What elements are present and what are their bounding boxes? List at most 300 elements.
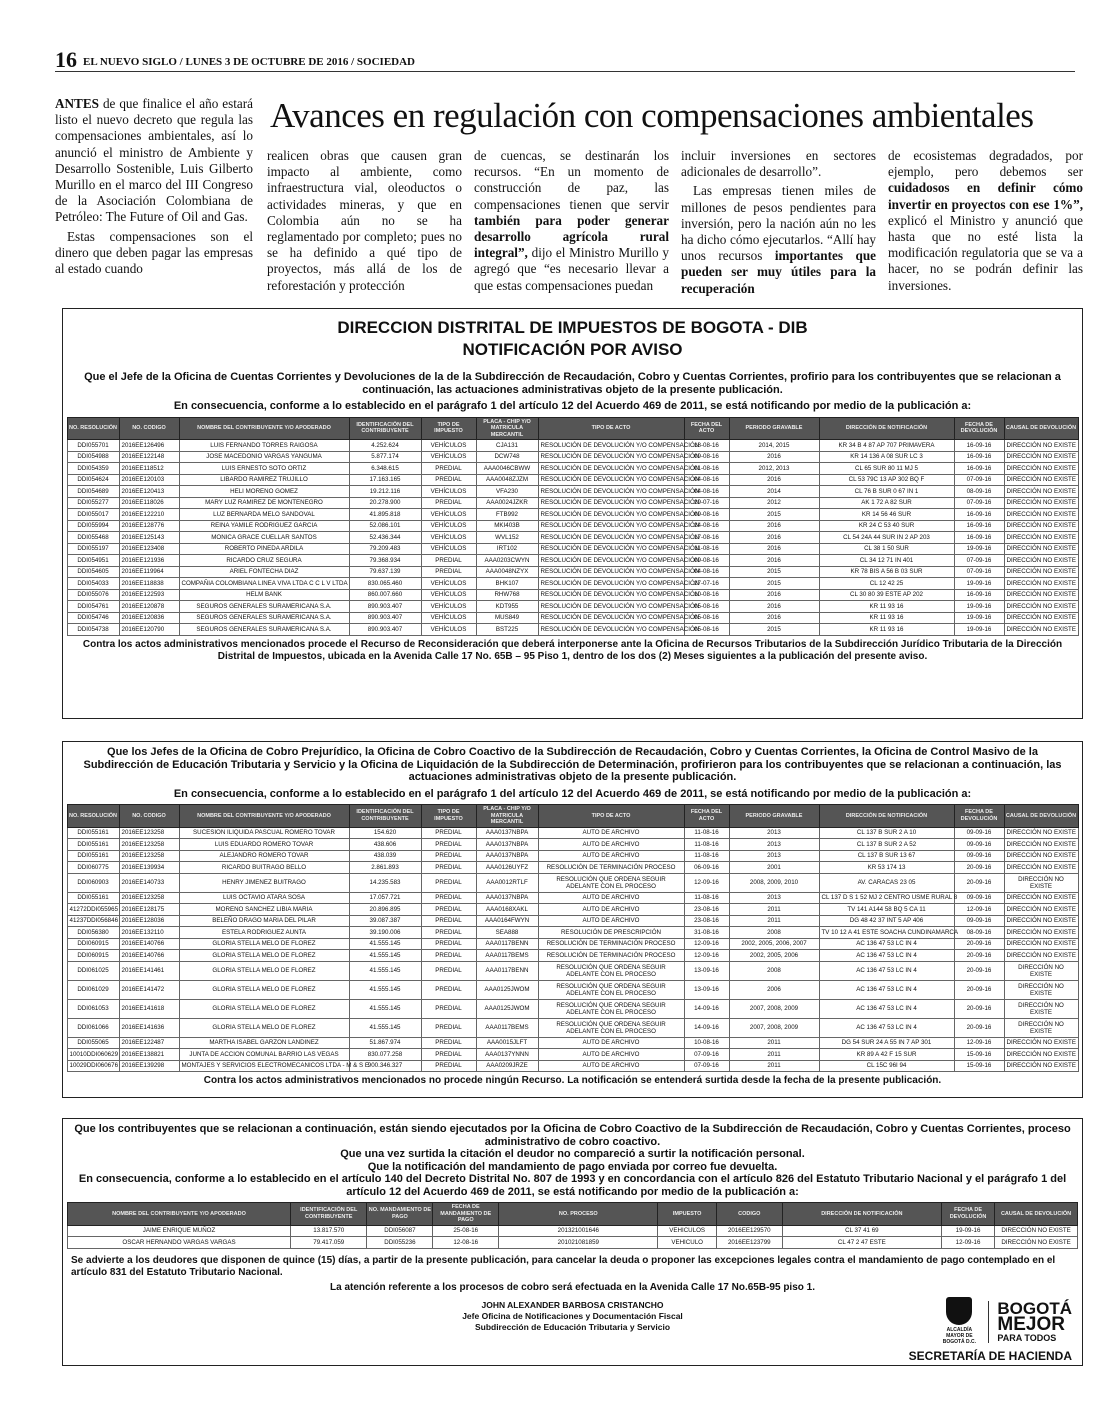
table-cell: MONICA GRACE CUELLAR SANTOS [179, 532, 349, 544]
table-cell: FTB992 [476, 509, 538, 521]
column-header: IDENTIFICACIÓN DEL CONTRIBUYENTE [349, 805, 421, 828]
table-cell: RESOLUCIÓN DE DEVOLUCIÓN Y/O COMPENSACIÓN [538, 624, 684, 636]
table-cell: VEHÍCULOS [421, 601, 476, 613]
column-header: PLACA - CHIP Y/O MATRICULA MERCANTIL [476, 417, 538, 440]
column-header: NO. RESOLUCIÓN [67, 417, 119, 440]
table-cell: DG 54 SUR 24 A 55 IN 7 AP 301 [819, 1037, 954, 1049]
table-cell: 2016EE118512 [119, 463, 179, 475]
table-cell: 08-09-16 [954, 927, 1004, 939]
table-cell: 2002, 2005, 2006 [729, 950, 819, 962]
table-cell: DDI060915 [67, 950, 119, 962]
logo-todos: PARA TODOS [997, 1333, 1057, 1343]
table-cell: KDT955 [476, 601, 538, 613]
table-cell: 11-08-16 [684, 827, 729, 839]
lead-paragraph: de que finalice el año estará listo el nuevo decreto que regula las compensaciones ambientales, así lo anunció el ministro de Ambiente y Desarrollo Sostenible, Luis Gilberto Murillo en el marco del III Congreso de la Asociación Colombiana de Petróleo: The Future of Oil and Gas. [55, 96, 253, 225]
article-headline: Avances en regulación con compensaciones ambientales [270, 96, 1034, 135]
table-cell: AAA0117BEMS [476, 950, 538, 962]
table-cell: 2014 [729, 486, 819, 498]
column-header: NOMBRE DEL CONTRIBUYENTE Y/O APODERADO [179, 417, 349, 440]
column-header: FECHA DEL ACTO [684, 417, 729, 440]
table-header-row [67, 805, 1078, 828]
table-cell: AC 136 47 53 LC IN 4 [819, 1018, 954, 1037]
table-cell: 2016EE123258 [119, 850, 179, 862]
table-cell: 2016EE118838 [119, 578, 179, 590]
table-cell: DDI054988 [67, 451, 119, 463]
table-cell: RESOLUCIÓN DE PRESCRIPCIÓN [538, 927, 684, 939]
table-cell: 2016EE132110 [119, 927, 179, 939]
table-cell: BELEÑO DRAGO MARIA DEL PILAR [179, 915, 349, 927]
page-number: 16 [55, 47, 77, 72]
table-row [67, 1060, 1078, 1072]
table-cell: DIRECCIÓN NO EXISTE [1004, 497, 1078, 509]
table-cell: 2008, 2009, 2010 [729, 873, 819, 892]
table-cell: 20-09-16 [954, 980, 1004, 999]
table-cell: RESOLUCIÓN DE DEVOLUCIÓN Y/O COMPENSACIÓN [538, 463, 684, 475]
table-cell: 16-09-16 [954, 509, 1004, 521]
table-cell: PREDIAL [421, 862, 476, 874]
table-cell: AAA0117BENN [476, 938, 538, 950]
table-cell: AAA0125JWOM [476, 980, 538, 999]
table-cell: VEHÍCULOS [421, 520, 476, 532]
table-cell: 2015 [729, 578, 819, 590]
table-cell: GLORIA STELLA MELO DE FLOREZ [179, 961, 349, 980]
table-cell: RESOLUCIÓN DE DEVOLUCIÓN Y/O COMPENSACIÓN [538, 509, 684, 521]
table-cell: DIRECCIÓN NO EXISTE [1004, 961, 1078, 980]
table-cell: SUCESION ILIQUIDA PASCUAL ROMERO TOVAR [179, 827, 349, 839]
table-cell: 2015 [729, 566, 819, 578]
signature-block [63, 1300, 1082, 1333]
table-cell: VFA230 [476, 486, 538, 498]
column-header: FECHA DE DEVOLUCIÓN [954, 417, 1004, 440]
logo-caption: ALCALDÍA MAYOR DE BOGOTÁ D.C. [942, 1327, 977, 1345]
table-cell: DDI055277 [67, 497, 119, 509]
table-cell: MARTHA ISABEL GARZON LANDINEZ [179, 1037, 349, 1049]
table-cell: AAA0137NBPA [476, 850, 538, 862]
table-cell: DDI054746 [67, 612, 119, 624]
table-cell: 2016EE141461 [119, 961, 179, 980]
table-cell: PREDIAL [421, 980, 476, 999]
table-cell: 27-07-16 [684, 578, 729, 590]
table-cell: 2013 [729, 839, 819, 851]
table-cell: 2011 [729, 904, 819, 916]
table-cell: 09-08-16 [684, 509, 729, 521]
table-cell: 2016 [729, 589, 819, 601]
table-cell: KR 11 93 16 [819, 624, 954, 636]
table-cell: JAIME ENRIQUE MUÑOZ [68, 1225, 291, 1237]
table-cell: 2016EE126496 [119, 440, 179, 452]
notice-footer: Contra los actos administrativos mencionados no procede ningún Recurso. La notificación se entenderá surtida desde la fecha de la presente publicación. [203, 1075, 942, 1086]
table-cell: VEHÍCULOS [421, 578, 476, 590]
table-cell: CL 53 79C 13 AP 302 BQ F [819, 474, 954, 486]
column-header: IDENTIFICACIÓN DEL CONTRIBUYENTE [291, 1203, 367, 1226]
table-cell: 07-09-16 [684, 1049, 729, 1061]
table-cell: 900.346.327 [349, 1060, 421, 1072]
table-cell: 39.190.006 [349, 927, 421, 939]
table-cell: AUTO DE ARCHIVO [538, 915, 684, 927]
table-row [67, 839, 1078, 851]
table-cell: PREDIAL [421, 892, 476, 904]
table-cell: DIRECCIÓN NO EXISTE [1004, 532, 1078, 544]
table-cell: 15-09-16 [954, 1049, 1004, 1061]
table-cell: DDI055017 [67, 509, 119, 521]
table-cell: IRT102 [476, 543, 538, 555]
table-cell: RESOLUCIÓN QUE ORDENA SEGUIR ADELANTE CON EL PROCESO [538, 961, 684, 980]
table-cell: GLORIA STELLA MELO DE FLOREZ [179, 938, 349, 950]
table-cell: DIRECCIÓN NO EXISTE [1004, 555, 1078, 567]
table-cell: MONTAJES Y SERVICIOS ELECTROMECANICOS LTDA - M & S E [179, 1060, 349, 1072]
article-paragraph: Estas compensaciones son el dinero que deben pagar las empresas al estado cuando [55, 228, 253, 277]
table-cell: KR 89 A 42 F 15 SUR [819, 1049, 954, 1061]
table-row [67, 1037, 1078, 1049]
table-cell: 2013 [729, 827, 819, 839]
table-cell: HELI MORENO GOMEZ [179, 486, 349, 498]
table-cell: AAA0125JWOM [476, 999, 538, 1018]
table-cell: 14.235.583 [349, 873, 421, 892]
column-header: TIPO DE ACTO [538, 417, 684, 440]
article-bold-text: cuidadosos en definir cómo invertir en proyectos con ese 1%”, [888, 180, 1083, 212]
table-cell: 05-08-16 [684, 601, 729, 613]
table-cell: RICARDO CRUZ SEGURA [179, 555, 349, 567]
table-cell: 29-07-16 [684, 497, 729, 509]
table-cell: PREDIAL [421, 938, 476, 950]
column-header: FECHA DE DEVOLUCIÓN [942, 1203, 995, 1226]
table-cell: DIRECCIÓN NO EXISTE [1004, 520, 1078, 532]
table-cell: MORENO SANCHEZ LIBIA MARIA [179, 904, 349, 916]
table-cell: 31-08-16 [684, 927, 729, 939]
masthead [55, 47, 1075, 72]
table-cell: 09-09-16 [954, 827, 1004, 839]
table-cell: 2016 [729, 474, 819, 486]
table-cell: 07-09-16 [954, 497, 1004, 509]
table-cell: 201321001646 [499, 1225, 658, 1237]
table-cell: AUTO DE ARCHIVO [538, 1037, 684, 1049]
table-cell: PREDIAL [421, 873, 476, 892]
table-row [67, 497, 1078, 509]
table-cell: 2008 [729, 927, 819, 939]
table-cell: KR 53 174 13 [819, 862, 954, 874]
table-cell: 41.555.145 [349, 938, 421, 950]
table-cell: DIRECCIÓN NO EXISTE [1004, 578, 1078, 590]
table-cell: DDI060775 [67, 862, 119, 874]
table-cell: CL 30 80 39 ESTE AP 202 [819, 589, 954, 601]
table-cell: 13.817.570 [291, 1225, 367, 1237]
logo-mejor: MEJOR [997, 1314, 1065, 1335]
table-cell: PREDIAL [421, 850, 476, 862]
table-cell: 17.163.165 [349, 474, 421, 486]
notice-intro-2: En consecuencia, conforme a lo establecido en el parágrafo 1 del artículo 12 del Acuerdo 469 de 2011, se está notificando por medio de la publicación a: [173, 787, 972, 800]
signer-department: Subdirección de Educación Tributaria y Servicio [474, 1321, 671, 1332]
table-cell: 14-09-16 [684, 999, 729, 1018]
table-cell: AAA0203CWYN [476, 555, 538, 567]
table-cell: 24-08-16 [684, 520, 729, 532]
table-cell: 13-09-16 [684, 961, 729, 980]
notice-box-devoluciones [62, 308, 1083, 719]
mandamiento-table [67, 1202, 1078, 1249]
table-cell: DIRECCIÓN NO EXISTE [1004, 827, 1078, 839]
table-row [67, 862, 1078, 874]
table-cell: 23-08-16 [684, 915, 729, 927]
table-cell: MKI403B [476, 520, 538, 532]
table-cell: VEHICULO [658, 1237, 716, 1249]
table-cell: DDI061025 [67, 961, 119, 980]
table-cell: 19-09-16 [954, 624, 1004, 636]
table-cell: AAA0046CBWW [476, 463, 538, 475]
table-cell: 19.212.116 [349, 486, 421, 498]
table-cell: 2016EE122148 [119, 451, 179, 463]
article-text: Las empresas tienen miles de millones de pesos pendientes para inversión, pero la nación aún no les ha dicho cómo ejecutarlos. “Allí hay unos recursos [681, 183, 876, 264]
notice-footer: Contra los actos administrativos mencionados procede el Recurso de Reconsideración que deberá interponerse ante la Oficina de Recursos Tributarios de la Subdirección Jurídico Tributaria de la Dirección Distrital de Impuestos, ubicada en la Avenida Calle 17 No. 65B – 95 Piso 1, dentro de los dos (2) Meses siguientes a la publicación del presente aviso. [82, 638, 1063, 662]
table-cell: PREDIAL [421, 961, 476, 980]
table-cell: DDI061053 [67, 999, 119, 1018]
table-cell: 10-08-16 [684, 1037, 729, 1049]
table-cell: DDI054951 [67, 555, 119, 567]
column-header: PERIODO GRAVABLE [729, 805, 819, 828]
table-cell: DIRECCIÓN NO EXISTE [1004, 1037, 1078, 1049]
table-cell: AUTO DE ARCHIVO [538, 850, 684, 862]
table-cell: AAA0117BEMS [476, 1018, 538, 1037]
table-cell: AC 136 47 53 LC IN 4 [819, 961, 954, 980]
table-cell: 2016EE122210 [119, 509, 179, 521]
secretaria-hacienda: SECRETARÍA DE HACIENDA [908, 1349, 1072, 1363]
table-cell: 05-08-16 [684, 612, 729, 624]
table-cell: 2016EE125143 [119, 532, 179, 544]
table-cell: DDI056380 [67, 927, 119, 939]
table-cell: DIRECCIÓN NO EXISTE [995, 1225, 1078, 1237]
column-header: DIRECCIÓN DE NOTIFICACIÓN [782, 1203, 941, 1226]
table-cell: 2015 [729, 624, 819, 636]
table-cell: DDI060915 [67, 938, 119, 950]
column-header: IDENTIFICACIÓN DEL CONTRIBUYENTE [349, 417, 421, 440]
table-cell: RESOLUCIÓN DE DEVOLUCIÓN Y/O COMPENSACIÓN [538, 601, 684, 613]
table-cell: 2016EE140766 [119, 938, 179, 950]
table-row [67, 509, 1078, 521]
table-cell: DCW748 [476, 451, 538, 463]
table-cell: 15-09-16 [954, 1060, 1004, 1072]
table-cell: TV 141 A144 58 BQ 5 CA 11 [819, 904, 954, 916]
notice-subtitle: NOTIFICACIÓN POR AVISO [462, 340, 683, 359]
table-cell: AAA0137NBPA [476, 892, 538, 904]
table-cell: RESOLUCIÓN DE DEVOLUCIÓN Y/O COMPENSACIÓN [538, 612, 684, 624]
table-cell: SEGUROS GENERALES SURAMERICANA S.A. [179, 612, 349, 624]
table-cell: DIRECCIÓN NO EXISTE [1004, 873, 1078, 892]
table-cell: 12-09-16 [684, 950, 729, 962]
table-cell: DDI056087 [367, 1225, 433, 1237]
table-cell: 09-09-16 [954, 915, 1004, 927]
table-row [67, 624, 1078, 636]
table-row [67, 892, 1078, 904]
table-cell: OSCAR HERNANDO VARGAS VARGAS [68, 1237, 291, 1249]
table-cell: JOSE MACEDONIO VARGAS YANGUMA [179, 451, 349, 463]
table-cell: ESTELA RODRIGUEZ AUNTA [179, 927, 349, 939]
table-cell: 20-09-16 [954, 1018, 1004, 1037]
table-cell: 2.861.893 [349, 862, 421, 874]
notice-intro-4: En consecuencia, conforme a lo establecido en el artículo 140 del Decreto Distrital No. 807 de 1993 y en concordancia con el artículo 826 del Estatuto Tributario Nacional y el parágrafo 1 del artículo 12 del Acuerdo 469 de 2011, se está notificando por medio de la publicación a: [78, 1173, 1067, 1198]
table-cell: DIRECCIÓN NO EXISTE [1004, 1049, 1078, 1061]
column-header: TIPO DE IMPUESTO [421, 805, 476, 828]
table-cell: 890.903.407 [349, 624, 421, 636]
column-header: FECHA DEL ACTO [684, 805, 729, 828]
table-cell: 2012 [729, 497, 819, 509]
table-cell: GLORIA STELLA MELO DE FLOREZ [179, 1018, 349, 1037]
table-row [67, 451, 1078, 463]
table-cell: 14-09-16 [684, 1018, 729, 1037]
table-cell: DDI055065 [67, 1037, 119, 1049]
table-cell: KR 24 C 53 40 SUR [819, 520, 954, 532]
table-cell: 2016EE123258 [119, 892, 179, 904]
table-cell: LUZ BERNARDA MELO SANDOVAL [179, 509, 349, 521]
article-column-3 [474, 148, 669, 297]
article-paragraph: incluir inversiones en sectores adicionales de desarrollo”. [681, 148, 876, 180]
table-cell: 16-09-16 [954, 532, 1004, 544]
table-cell: 19-09-16 [954, 543, 1004, 555]
table-cell: 2015 [729, 509, 819, 521]
table-cell: AAA0024JZKR [476, 497, 538, 509]
table-row [67, 566, 1078, 578]
table-cell: 2016EE123799 [716, 1237, 782, 1249]
table-row [68, 1237, 1078, 1249]
table-cell: 52.086.101 [349, 520, 421, 532]
table-cell: 25-08-16 [433, 1225, 499, 1237]
article-column-5 [888, 148, 1083, 297]
table-row [67, 873, 1078, 892]
table-cell: DIRECCIÓN NO EXISTE [1004, 1018, 1078, 1037]
table-cell: DIRECCIÓN NO EXISTE [1004, 624, 1078, 636]
table-cell: CL 38 1 50 SUR [819, 543, 954, 555]
table-cell: CL 137 D S 1 52 MJ 2 CENTRO USME RURAL 8 [819, 892, 954, 904]
table-cell: RESOLUCIÓN DE DEVOLUCIÓN Y/O COMPENSACIÓN [538, 520, 684, 532]
table-cell: DIRECCIÓN NO EXISTE [1004, 950, 1078, 962]
table-row [67, 904, 1078, 916]
table-cell: AUTO DE ARCHIVO [538, 1060, 684, 1072]
table-cell: 2016EE120836 [119, 612, 179, 624]
table-cell: ALEJANDRO ROMERO TOVAR [179, 850, 349, 862]
column-header: PERIODO GRAVABLE [729, 417, 819, 440]
table-cell: DDI055161 [67, 850, 119, 862]
table-cell: KR 11 93 16 [819, 601, 954, 613]
column-header: IMPUESTO [658, 1203, 716, 1226]
table-cell: HELM BANK [179, 589, 349, 601]
article-text: explicó el Ministro y anunció que hasta que no esté lista la modificación regulatoria que se va a hacer, no se podrán definir las inversiones. [888, 212, 1083, 293]
table-cell: VEHÍCULOS [421, 612, 476, 624]
table-row [67, 980, 1078, 999]
table-cell: 09-08-16 [684, 555, 729, 567]
column-header: DIRECCIÓN DE NOTIFICACIÓN [819, 417, 954, 440]
table-row [67, 927, 1078, 939]
table-cell: 11-08-16 [684, 543, 729, 555]
table-cell: KR 14 56 46 SUR [819, 509, 954, 521]
table-row [67, 1049, 1078, 1061]
table-cell: DIRECCIÓN NO EXISTE [1004, 474, 1078, 486]
table-cell: 13-09-16 [684, 980, 729, 999]
table-cell: AAA0117BENN [476, 961, 538, 980]
table-cell: 09-09-16 [954, 850, 1004, 862]
table-cell: 79.209.483 [349, 543, 421, 555]
table-cell: DDI054033 [67, 578, 119, 590]
article-column-1 [55, 96, 253, 280]
table-cell: 05-08-16 [684, 624, 729, 636]
table-cell: AUTO DE ARCHIVO [538, 904, 684, 916]
table-cell: 09-09-16 [954, 839, 1004, 851]
signer-title: Jefe Oficina de Notificaciones y Documentación Fiscal [462, 1310, 683, 1321]
table-cell: 51.867.974 [349, 1037, 421, 1049]
table-cell: AK 1 72 A 82 SUR [819, 497, 954, 509]
table-cell: 2016EE122593 [119, 589, 179, 601]
news-article [55, 96, 1083, 296]
table-cell: CL 137 B SUR 2 A 10 [819, 827, 954, 839]
table-cell: 12-09-16 [954, 1037, 1004, 1049]
table-cell: DIRECCIÓN NO EXISTE [995, 1237, 1078, 1249]
table-cell: RESOLUCIÓN DE DEVOLUCIÓN Y/O COMPENSACIÓN [538, 566, 684, 578]
table-cell: RESOLUCIÓN DE TERMINACIÓN PROCESO [538, 938, 684, 950]
table-cell: DDI055161 [67, 827, 119, 839]
table-cell: PREDIAL [421, 566, 476, 578]
table-cell: AAA0137NBPA [476, 839, 538, 851]
table-cell: 2016EE122487 [119, 1037, 179, 1049]
table-cell: 2016EE128776 [119, 520, 179, 532]
table-cell: RHW768 [476, 589, 538, 601]
table-cell: 19-09-16 [942, 1225, 995, 1237]
table-cell: ROBERTO PINEDA ARDILA [179, 543, 349, 555]
table-cell: VEHÍCULOS [421, 440, 476, 452]
article-column-2 [267, 148, 462, 297]
table-cell: VEHÍCULOS [421, 451, 476, 463]
table-cell: DIRECCIÓN NO EXISTE [1004, 451, 1078, 463]
table-cell: 09-08-16 [684, 451, 729, 463]
table-cell: 20-09-16 [954, 999, 1004, 1018]
table-cell: LUIS OCTAVIO ATARA SOSA [179, 892, 349, 904]
table-cell: 2016EE140733 [119, 873, 179, 892]
table-cell: 52.436.344 [349, 532, 421, 544]
table-cell: AC 136 47 53 LC IN 4 [819, 938, 954, 950]
table-cell: 19-09-16 [954, 612, 1004, 624]
table-cell: 79.637.139 [349, 566, 421, 578]
table-cell: CL 15C 96I 94 [819, 1060, 954, 1072]
column-header: NO. CODIGO [119, 805, 179, 828]
article-text: dijo el Ministro Murillo y agregó que “es necesario llevar a que estas compensaciones puedan [474, 245, 669, 293]
table-cell: 2016EE118026 [119, 497, 179, 509]
table-cell: PREDIAL [421, 463, 476, 475]
table-cell: 2016EE141618 [119, 999, 179, 1018]
table-cell: DDI061066 [67, 1018, 119, 1037]
table-cell: 41.895.818 [349, 509, 421, 521]
table-cell: DDI054605 [67, 566, 119, 578]
table-cell: DIRECCIÓN NO EXISTE [1004, 589, 1078, 601]
article-bold-text: importantes que pueden ser muy útiles para la recuperación [681, 248, 877, 296]
table-cell: 2001 [729, 862, 819, 874]
table-cell: 2016 [729, 532, 819, 544]
table-cell: 2016EE120413 [119, 486, 179, 498]
table-cell: DDI061029 [67, 980, 119, 999]
table-cell: PREDIAL [421, 927, 476, 939]
table-cell: 2016EE123258 [119, 839, 179, 851]
table-cell: 04-08-16 [684, 486, 729, 498]
table-cell: 41.555.145 [349, 999, 421, 1018]
table-cell: 20.278.900 [349, 497, 421, 509]
table-row [67, 578, 1078, 590]
bogota-mejor-logo [988, 1301, 1072, 1343]
table-cell: 16-09-16 [954, 463, 1004, 475]
table-row [67, 827, 1078, 839]
notice-footer: Se advierte a los deudores que disponen de quince (15) días, a partir de la presente publicación, para cancelar la deuda o proponer las excepciones legales contra el mandamiento de pago contemplado en el artículo 831 del Estatuto Tributario Nacional. [71, 1254, 1056, 1278]
article-text: de cuencas, se destinarán los recursos. “En un momento de construcción de paz, las compensaciones tienen que servir [474, 148, 669, 212]
column-header: CAUSAL DE DEVOLUCIÓN [1004, 805, 1078, 828]
table-cell: 19-09-16 [954, 601, 1004, 613]
table-cell: DDI054359 [67, 463, 119, 475]
table-cell: CL 34 12 71 IN 401 [819, 555, 954, 567]
lead-word: ANTES [55, 96, 99, 111]
table-row [67, 543, 1078, 555]
table-cell: AUTO DE ARCHIVO [538, 1049, 684, 1061]
